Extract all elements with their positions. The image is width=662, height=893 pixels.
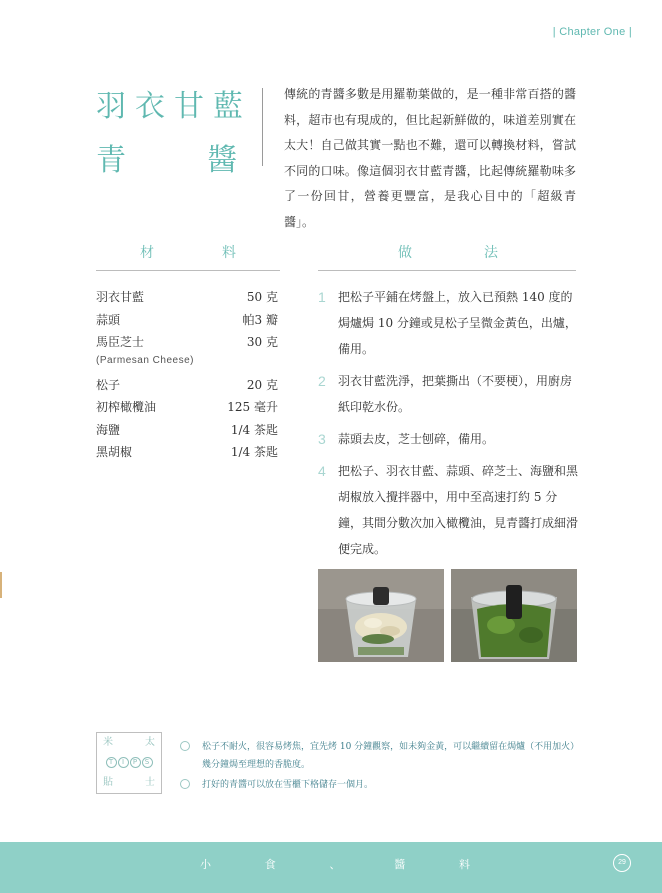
step-text: 蒜頭去皮，芝士刨碎，備用。 — [338, 432, 495, 446]
tips-letter: P — [130, 757, 141, 768]
footer-char: 小 — [200, 858, 211, 871]
intro-paragraph: 傳統的青醬多數是用羅勒葉做的，是一種非常百搭的醬料，超市也有現成的，但比起新鮮做的，味道差別實在太大！自己做其實一點也不難，還可以轉換材料，嘗試不同的口味。像這個羽衣甘藍青醬，比起傳統羅勒味多了一份回甘，營養更豐富，是我心目中的「超級青醬」。 — [284, 87, 576, 229]
step-text: 羽衣甘藍洗淨，把葉撕出（不要梗），用廚房紙印乾水份。 — [338, 374, 573, 414]
tips-letter: S — [142, 757, 153, 768]
step-item — [318, 368, 578, 420]
step-number: 3 — [318, 431, 326, 447]
ingredient-name: 海鹽 — [96, 422, 121, 437]
footer-char: 食 — [264, 858, 276, 871]
method-divider — [318, 270, 576, 271]
tips-letter: I — [118, 757, 129, 768]
ingredient-name: 蒜頭 — [96, 312, 121, 327]
tips-list — [180, 738, 580, 796]
footer-section-title — [200, 856, 470, 872]
method-heading — [398, 242, 498, 262]
ingredient-amount: 20 克 — [246, 377, 278, 392]
tips-badge-row — [97, 773, 161, 793]
ingredient-row — [96, 331, 282, 354]
ingredient-name: 初榨橄欖油 — [96, 400, 157, 414]
photo-blender-pine-nuts — [318, 569, 444, 662]
step-item — [318, 458, 578, 562]
photo-blended-pesto — [451, 569, 577, 662]
tips-badge-char: 米 — [103, 737, 113, 748]
ingredients-heading-char-2: 料 — [222, 245, 236, 261]
footer-char: 醬 — [394, 858, 406, 871]
ingredient-row — [96, 309, 282, 332]
title-divider — [262, 88, 263, 166]
step-text: 把松子、羽衣甘藍、蒜頭、碎芝士、海鹽和黑胡椒放入攪拌器中，用中至高速打約 5 分鐘，其間分數次加入橄欖油，見青醬打成細滑便完成。 — [338, 464, 579, 556]
title-char-qing: 青 — [96, 143, 135, 178]
step-number: 2 — [318, 373, 326, 389]
tip-text: 打好的青醬可以放在雪櫃下格儲存一個月。 — [202, 780, 374, 790]
ingredient-name: 松子 — [96, 377, 121, 392]
tips-letter: T — [106, 757, 117, 768]
ingredient-amount: 帕3 瓣 — [242, 312, 278, 327]
chapter-tag: | Chapter One | — [552, 26, 632, 38]
ingredient-row — [96, 286, 282, 309]
page-number: 29 — [613, 854, 631, 872]
method-steps — [318, 284, 578, 568]
circle-bullet-icon — [180, 741, 190, 751]
footer-char: 料 — [459, 858, 470, 871]
tips-badge-char: 士 — [145, 777, 155, 788]
ingredient-amount: 30 克 — [246, 335, 278, 349]
tips-badge-char: 太 — [145, 737, 155, 748]
ingredients-heading — [140, 242, 236, 262]
recipe-title — [96, 80, 252, 188]
title-char-jiang: 醬 — [207, 143, 246, 178]
ingredient-amount: 50 克 — [246, 290, 278, 304]
ingredient-row — [96, 396, 282, 419]
title-line-1: 羽衣甘藍 — [96, 89, 252, 124]
ingredient-amount: 1/4 茶匙 — [230, 422, 278, 437]
ingredient-row — [96, 419, 282, 442]
tips-badge-letters — [97, 753, 161, 773]
method-heading-char-2: 法 — [484, 245, 498, 261]
footer-char: 、 — [329, 858, 341, 871]
circle-bullet-icon — [180, 779, 190, 789]
ingredient-name: 馬臣芝士 — [96, 335, 145, 349]
step-number: 1 — [318, 289, 326, 305]
footer-band — [0, 842, 662, 893]
tip-item — [180, 738, 580, 774]
ingredients-divider — [96, 270, 280, 271]
tip-text: 松子不耐火，很容易烤焦，宜先烤 10 分鐘觀察，如未夠金黃，可以繼續留在焗爐（不用加火）幾分鐘焗至理想的香脆度。 — [202, 742, 580, 770]
ingredient-amount: 125 毫升 — [227, 400, 278, 414]
title-line-2 — [96, 134, 246, 188]
tips-badge-row — [97, 733, 161, 753]
ingredient-amount: 1/4 茶匙 — [230, 445, 278, 459]
method-heading-char-1: 做 — [398, 245, 412, 261]
tips-badge — [96, 732, 162, 794]
step-number: 4 — [318, 463, 326, 479]
step-item — [318, 426, 578, 452]
ingredient-note: (Parmesan Cheese) — [96, 354, 194, 366]
step-text: 把松子平鋪在烤盤上，放入已預熱 140 度的焗爐焗 10 分鐘或見松子呈微金黃色，出爐，備用。 — [338, 290, 577, 356]
step-item — [318, 284, 578, 362]
ingredient-name: 黑胡椒 — [96, 445, 133, 459]
tips-badge-char: 貼 — [103, 777, 113, 788]
page-edge-mark — [0, 572, 2, 598]
tip-item — [180, 776, 580, 794]
ingredient-name: 羽衣甘藍 — [96, 290, 145, 304]
ingredient-list — [96, 286, 282, 464]
ingredient-row — [96, 374, 282, 397]
ingredient-row — [96, 441, 282, 464]
ingredients-heading-char-1: 材 — [140, 245, 154, 261]
